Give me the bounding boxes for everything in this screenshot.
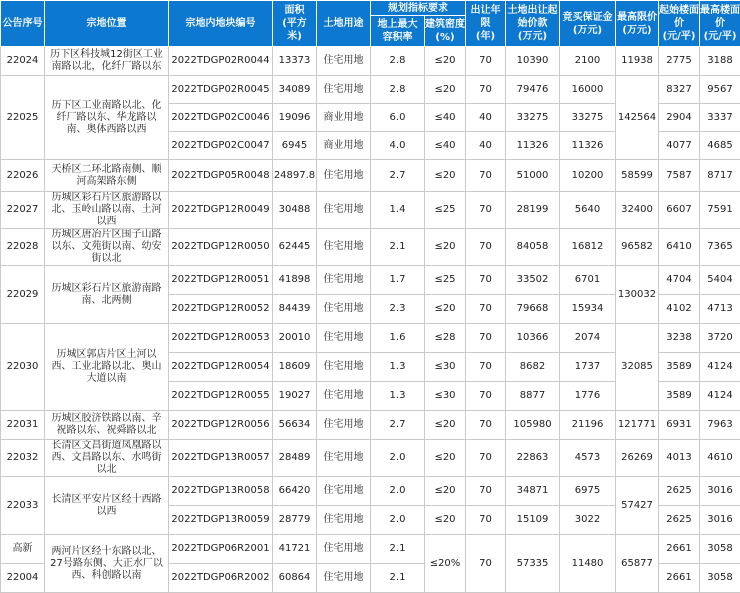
cell-deposit: 3022 (560, 506, 616, 535)
cell-area: 62445 (273, 229, 317, 266)
cell-code: 2022TDGP13R0057 (169, 440, 273, 477)
cell-density: ≤25 (425, 192, 466, 229)
cell-use: 住宅用地 (317, 47, 371, 76)
cell-term: 70 (466, 47, 506, 76)
cell-no: 22031 (1, 411, 45, 440)
cell-area: 60864 (273, 564, 317, 593)
cell-deposit: 6975 (560, 477, 616, 506)
cell-max-unit: 3058 (700, 535, 740, 564)
cell-max-unit: 4685 (700, 132, 740, 160)
cell-deposit: 5640 (560, 192, 616, 229)
cell-location: 历城区彩石片区旅游南路南、北两侧 (45, 266, 169, 324)
cell-max-unit: 4124 (700, 382, 740, 411)
cell-max-price: 57427 (616, 477, 659, 535)
cell-area: 30488 (273, 192, 317, 229)
cell-far: 2.1 (371, 535, 425, 564)
cell-density: ≤20 (425, 295, 466, 324)
cell-far: 2.8 (371, 47, 425, 76)
cell-max-unit: 7963 (700, 411, 740, 440)
cell-start-price: 10366 (506, 324, 560, 353)
cell-term: 40 (466, 104, 506, 132)
cell-start-unit: 6410 (659, 229, 700, 266)
cell-term: 70 (466, 295, 506, 324)
cell-location: 历城区郭店片区土河以西、工业北路以北、奥山大道以南 (45, 324, 169, 411)
cell-density: ≤20 (425, 76, 466, 104)
cell-no: 22025 (1, 76, 45, 160)
cell-term: 40 (466, 132, 506, 160)
cell-start-unit: 2625 (659, 477, 700, 506)
cell-code: 2022TDGP12R0051 (169, 266, 273, 295)
header-location: 宗地位置 (45, 1, 169, 47)
cell-area: 6945 (273, 132, 317, 160)
cell-density: ≤20 (425, 160, 466, 192)
cell-start-price: 33275 (506, 104, 560, 132)
cell-code: 2022TDGP12R0056 (169, 411, 273, 440)
cell-max-price: 58599 (616, 160, 659, 192)
cell-start-unit: 2775 (659, 47, 700, 76)
cell-deposit: 33275 (560, 104, 616, 132)
header-start-unit-text: 起始楼面价 (元/平) (659, 5, 699, 42)
cell-far: 2.0 (371, 477, 425, 506)
cell-use: 住宅用地 (317, 564, 371, 593)
cell-far: 2.1 (371, 229, 425, 266)
header-density-text: 建筑密度 (%) (425, 19, 465, 43)
cell-no: 22028 (1, 229, 45, 266)
cell-max-price: 96582 (616, 229, 659, 266)
cell-start-price: 28199 (506, 192, 560, 229)
cell-deposit: 4573 (560, 440, 616, 477)
cell-deposit: 10200 (560, 160, 616, 192)
cell-code: 2022TDGP12R0053 (169, 324, 273, 353)
header-deposit (560, 1, 616, 47)
cell-term: 70 (466, 266, 506, 295)
header-area (273, 1, 317, 47)
cell-far: 1.3 (371, 382, 425, 411)
header-max-unit-text: 最高楼面价 (元/平) (700, 5, 740, 42)
cell-term: 70 (466, 160, 506, 192)
cell-term: 70 (466, 353, 506, 382)
cell-location: 两河片区经十东路以北、27号路东侧、大正水厂以西、科创路以南 (45, 535, 169, 593)
cell-use: 住宅用地 (317, 229, 371, 266)
cell-term: 70 (466, 411, 506, 440)
cell-start-price: 34871 (506, 477, 560, 506)
cell-start-unit: 4077 (659, 132, 700, 160)
cell-far: 2.0 (371, 506, 425, 535)
header-max-price (616, 1, 659, 47)
cell-use: 商业用地 (317, 132, 371, 160)
cell-code: 2022TDGP12R0049 (169, 192, 273, 229)
cell-code: 2022TDGP06R2002 (169, 564, 273, 593)
cell-use: 住宅用地 (317, 353, 371, 382)
cell-no: 22004 (1, 564, 45, 593)
cell-area: 13373 (273, 47, 317, 76)
cell-max-price: 65877 (616, 535, 659, 593)
cell-location: 历城区胶济铁路以南、辛祝路以东、祝舜路以北 (45, 411, 169, 440)
header-term (466, 1, 506, 47)
cell-max-unit: 4610 (700, 440, 740, 477)
cell-term: 70 (466, 506, 506, 535)
cell-max-price: 32400 (616, 192, 659, 229)
cell-deposit: 2074 (560, 324, 616, 353)
cell-far: 1.6 (371, 324, 425, 353)
header-max-price-text: 最高限价 (万元) (617, 12, 657, 36)
cell-far: 2.8 (371, 76, 425, 104)
cell-density: ≤40 (425, 104, 466, 132)
cell-code: 2022TDGP13R0059 (169, 506, 273, 535)
cell-area: 18609 (273, 353, 317, 382)
cell-area: 66420 (273, 477, 317, 506)
cell-code: 2022TDGP12R0054 (169, 353, 273, 382)
cell-density: ≤20% (425, 535, 466, 593)
cell-location: 历下区工业南路以北、化纤厂路以东、华龙路以南、奥体西路以西 (45, 76, 169, 160)
cell-start-unit: 3589 (659, 353, 700, 382)
cell-location: 历城区彩石片区旅游路以北、玉岭山路以南、土河以西 (45, 192, 169, 229)
cell-density: ≤20 (425, 440, 466, 477)
cell-density: ≤28 (425, 324, 466, 353)
cell-start-unit: 6607 (659, 192, 700, 229)
cell-start-unit: 4704 (659, 266, 700, 295)
cell-density: ≤20 (425, 47, 466, 76)
header-code: 宗地内地块编号 (169, 1, 273, 47)
cell-max-unit: 3058 (700, 564, 740, 593)
cell-max-price: 130032 (616, 266, 659, 324)
cell-max-price: 32085 (616, 324, 659, 411)
cell-start-price: 57335 (506, 535, 560, 593)
cell-use: 住宅用地 (317, 535, 371, 564)
cell-start-unit: 2625 (659, 506, 700, 535)
cell-use: 住宅用地 (317, 76, 371, 104)
cell-area: 24897.8 (273, 160, 317, 192)
cell-no: 22029 (1, 266, 45, 324)
cell-code: 2022TDGP12R0052 (169, 295, 273, 324)
cell-area: 41898 (273, 266, 317, 295)
cell-area: 28489 (273, 440, 317, 477)
header-far-text: 地上最大 容积率 (378, 19, 418, 43)
cell-density: ≤20 (425, 477, 466, 506)
header-use: 土地用途 (317, 1, 371, 47)
header-term-text: 出让年限 (年) (471, 5, 501, 42)
cell-area: 56634 (273, 411, 317, 440)
header-announce-no: 公告序号 (1, 1, 45, 47)
cell-max-unit: 4124 (700, 353, 740, 382)
cell-use: 住宅用地 (317, 160, 371, 192)
cell-use: 商业用地 (317, 104, 371, 132)
cell-area: 84439 (273, 295, 317, 324)
cell-start-unit: 3589 (659, 382, 700, 411)
cell-max-price: 121771 (616, 411, 659, 440)
cell-area: 19027 (273, 382, 317, 411)
cell-start-price: 11326 (506, 132, 560, 160)
cell-deposit: 11326 (560, 132, 616, 160)
cell-area: 34089 (273, 76, 317, 104)
cell-far: 2.3 (371, 295, 425, 324)
cell-start-price: 22863 (506, 440, 560, 477)
cell-max-unit: 4713 (700, 295, 740, 324)
header-far (371, 16, 425, 47)
cell-code: 2022TDGP02C0047 (169, 132, 273, 160)
cell-no: 22024 (1, 47, 45, 76)
header-start-price (506, 1, 560, 47)
cell-far: 1.4 (371, 192, 425, 229)
cell-max-unit: 3188 (700, 47, 740, 76)
cell-term: 70 (466, 477, 506, 506)
cell-start-price: 84058 (506, 229, 560, 266)
cell-no: 22033 (1, 477, 45, 535)
cell-no: 22027 (1, 192, 45, 229)
cell-code: 2022TDGP13R0058 (169, 477, 273, 506)
cell-area: 28779 (273, 506, 317, 535)
header-deposit-text: 竞买保证金 (万元) (563, 12, 613, 36)
cell-start-unit: 2661 (659, 564, 700, 593)
cell-location: 天桥区二环北路南侧、顺河高架路东侧 (45, 160, 169, 192)
cell-code: 2022TDGP12R0050 (169, 229, 273, 266)
cell-term: 70 (466, 535, 506, 593)
cell-density: ≤30 (425, 353, 466, 382)
cell-use: 住宅用地 (317, 266, 371, 295)
cell-start-unit: 2904 (659, 104, 700, 132)
cell-location: 长清区文昌街道凤凰路以西、文昌路以东、水鸣街以北 (45, 440, 169, 477)
cell-use: 住宅用地 (317, 506, 371, 535)
cell-far: 2.7 (371, 411, 425, 440)
cell-start-price: 15109 (506, 506, 560, 535)
cell-start-unit: 6931 (659, 411, 700, 440)
cell-term: 70 (466, 324, 506, 353)
cell-start-price: 8877 (506, 382, 560, 411)
cell-start-unit: 7587 (659, 160, 700, 192)
cell-use: 住宅用地 (317, 477, 371, 506)
cell-deposit: 16000 (560, 76, 616, 104)
cell-location: 历下区科技城12街区工业南路以北，化纤厂路以东 (45, 47, 169, 76)
cell-code: 2022TDGP06R2001 (169, 535, 273, 564)
cell-density: ≤25 (425, 266, 466, 295)
cell-code: 2022TDGP02R0045 (169, 76, 273, 104)
cell-deposit: 2100 (560, 47, 616, 76)
cell-max-unit: 3720 (700, 324, 740, 353)
header-start-unit (659, 1, 700, 47)
cell-start-price: 79668 (506, 295, 560, 324)
cell-start-price: 105980 (506, 411, 560, 440)
cell-deposit: 1737 (560, 353, 616, 382)
cell-area: 20010 (273, 324, 317, 353)
header-density (425, 16, 466, 47)
cell-max-unit: 3337 (700, 104, 740, 132)
cell-start-price: 8682 (506, 353, 560, 382)
cell-max-price: 142564 (616, 76, 659, 160)
cell-term: 70 (466, 76, 506, 104)
cell-location: 历城区唐冶片区围子山路以东、文苑街以南、幼安街以北 (45, 229, 169, 266)
cell-start-unit: 2661 (659, 535, 700, 564)
cell-use: 住宅用地 (317, 295, 371, 324)
cell-deposit: 15934 (560, 295, 616, 324)
cell-start-price: 79476 (506, 76, 560, 104)
cell-density: ≤30 (425, 382, 466, 411)
cell-max-unit: 3016 (700, 506, 740, 535)
cell-start-unit: 3238 (659, 324, 700, 353)
cell-deposit: 21196 (560, 411, 616, 440)
cell-far: 1.7 (371, 266, 425, 295)
cell-use: 住宅用地 (317, 324, 371, 353)
cell-area: 19096 (273, 104, 317, 132)
cell-far: 2.0 (371, 440, 425, 477)
cell-start-unit: 4013 (659, 440, 700, 477)
cell-max-price: 11938 (616, 47, 659, 76)
cell-use: 住宅用地 (317, 192, 371, 229)
cell-far: 2.1 (371, 564, 425, 593)
header-planning: 规划指标要求 (371, 1, 466, 16)
cell-density: ≤20 (425, 506, 466, 535)
cell-far: 2.7 (371, 160, 425, 192)
cell-use: 住宅用地 (317, 382, 371, 411)
header-area-text: 面积 (平方 米) (282, 5, 307, 42)
cell-use: 住宅用地 (317, 411, 371, 440)
cell-density: ≤40 (425, 132, 466, 160)
cell-start-unit: 4102 (659, 295, 700, 324)
cell-location: 长清区平安片区经十西路以西 (45, 477, 169, 535)
cell-density: ≤20 (425, 229, 466, 266)
cell-far: 4.0 (371, 132, 425, 160)
cell-max-unit: 7365 (700, 229, 740, 266)
cell-code: 2022TDGP02C0046 (169, 104, 273, 132)
cell-deposit: 6701 (560, 266, 616, 295)
cell-term: 70 (466, 192, 506, 229)
cell-max-price: 26269 (616, 440, 659, 477)
cell-max-unit: 5404 (700, 266, 740, 295)
cell-no: 22030 (1, 324, 45, 411)
cell-max-unit: 8717 (700, 160, 740, 192)
cell-code: 2022TDGP12R0055 (169, 382, 273, 411)
cell-no: 22032 (1, 440, 45, 477)
cell-deposit: 11480 (560, 535, 616, 593)
cell-max-unit: 3016 (700, 477, 740, 506)
cell-code: 2022TDGP05R0048 (169, 160, 273, 192)
cell-start-price: 10390 (506, 47, 560, 76)
cell-deposit: 16812 (560, 229, 616, 266)
cell-term: 70 (466, 229, 506, 266)
cell-start-unit: 8327 (659, 76, 700, 104)
cell-code: 2022TDGP02R0044 (169, 47, 273, 76)
cell-deposit: 1776 (560, 382, 616, 411)
cell-term: 70 (466, 382, 506, 411)
cell-no: 22026 (1, 160, 45, 192)
cell-max-unit: 9567 (700, 76, 740, 104)
cell-start-price: 33502 (506, 266, 560, 295)
header-max-unit (700, 1, 740, 47)
cell-no: 高新 (1, 535, 45, 564)
cell-density: ≤20 (425, 411, 466, 440)
cell-use: 住宅用地 (317, 440, 371, 477)
cell-area: 41721 (273, 535, 317, 564)
header-start-price-text: 土地出让起 始价款 (万元) (508, 5, 558, 42)
cell-far: 1.3 (371, 353, 425, 382)
cell-start-price: 51000 (506, 160, 560, 192)
cell-far: 6.0 (371, 104, 425, 132)
cell-term: 70 (466, 440, 506, 477)
cell-max-unit: 7591 (700, 192, 740, 229)
